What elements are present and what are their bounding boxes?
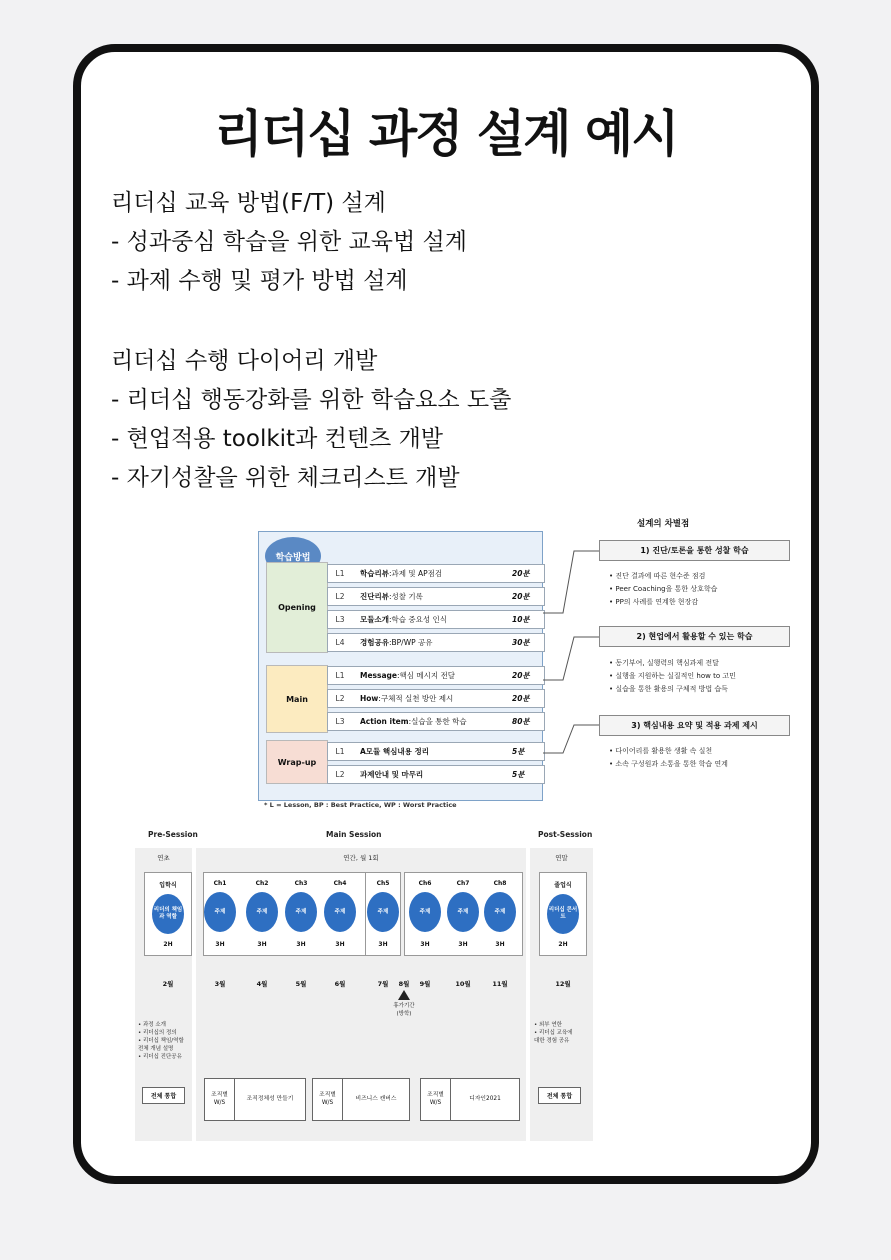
diff-bullet: • PP의 사례를 연계한 현장감 xyxy=(609,598,699,606)
workshop-topic: 조직정체성 만들기 xyxy=(246,1095,294,1102)
lesson-title: How xyxy=(360,694,379,703)
chapter-label: Ch8 xyxy=(493,880,507,887)
break-note xyxy=(384,1002,424,1018)
pre-integration-button: 전체 통합 xyxy=(142,1087,185,1104)
lesson-desc: :구체적 실천 방안 제시 xyxy=(378,694,454,703)
hours-label: 2H xyxy=(163,941,173,948)
lesson-code: L1 xyxy=(335,671,345,680)
phase-wrapup: Wrap-up xyxy=(266,740,328,784)
lesson-code: L3 xyxy=(335,615,345,624)
lesson-title: A모듈 핵심내용 정리 xyxy=(360,747,429,756)
hours-label: 3H xyxy=(378,941,388,948)
workshop-type: 조직별 W/S xyxy=(205,1079,235,1120)
topic-circle: 리더십 콘서트 xyxy=(547,894,579,934)
month-label: 6월 xyxy=(334,980,346,988)
main-session-header: Main Session xyxy=(326,830,382,839)
post-session-timing: 연말 xyxy=(555,854,568,862)
diff-heading: 1) 진단/토론을 통한 성찰 학습 xyxy=(599,540,790,561)
topic-circle: 주제 xyxy=(204,892,236,932)
topic-circle: 주제 xyxy=(447,892,479,932)
lesson-title: Action item xyxy=(360,717,409,726)
diff-bullet: • 실행을 지원하는 실질적인 how to 고민 xyxy=(609,672,736,680)
chapter-label: Ch5 xyxy=(376,880,390,887)
month-label: 4월 xyxy=(256,980,268,988)
lesson-title: 경험공유 xyxy=(360,638,389,647)
topic-circle: 주제 xyxy=(409,892,441,932)
lesson-desc: :BP/WP 공유 xyxy=(388,638,433,647)
break-month-label: 8월 xyxy=(398,980,410,988)
hours-label: 3H xyxy=(257,941,267,948)
lesson-code: L2 xyxy=(335,592,345,601)
diff-bullets xyxy=(609,745,728,771)
workshop-topic: 비즈니스 캔버스 xyxy=(355,1095,397,1102)
page-title: 리더십 과정 설계 예시 xyxy=(214,105,678,163)
lesson-desc: :핵심 메시지 전달 xyxy=(397,671,456,680)
diff-bullet: • 다이어리를 활용한 생활 속 실천 xyxy=(609,747,713,755)
hours-label: 2H xyxy=(558,941,568,948)
break-sublabel: (방학) xyxy=(396,1011,412,1017)
section-heading: 리더십 수행 다이어리 개발 xyxy=(111,348,378,374)
lesson-title: 모듈소개 xyxy=(360,615,389,624)
note-line: 대한 경험 공유 xyxy=(534,1038,570,1044)
workshop-box xyxy=(204,1078,306,1121)
topic-circle: 주제 xyxy=(246,892,278,932)
topic-circle: 리더의 책임과 역할 xyxy=(152,894,184,934)
chapter-label: Ch4 xyxy=(333,880,347,887)
note-line: • 리더십 진단공유 xyxy=(138,1054,182,1060)
hours-label: 3H xyxy=(420,941,430,948)
hours-label: 3H xyxy=(215,941,225,948)
bullet-line: - 자기성찰을 위한 체크리스트 개발 xyxy=(111,465,460,491)
workshop-type: 조직별 W/S xyxy=(421,1079,451,1120)
bullet-line: - 현업적용 toolkit과 컨텐츠 개발 xyxy=(111,426,444,452)
lesson-minutes: 80분 xyxy=(512,717,530,726)
bullet-line: - 성과중심 학습을 위한 교육법 설계 xyxy=(111,229,467,255)
hours-label: 3H xyxy=(458,941,468,948)
chapter-label: Ch2 xyxy=(255,880,269,887)
lesson-minutes: 10분 xyxy=(512,615,530,624)
diff-heading: 3) 핵심내용 요약 및 적용 과제 제시 xyxy=(599,715,790,736)
note-line: • 리더십 책임/역할 xyxy=(138,1038,184,1044)
diff-bullet: • 소속 구성원과 소통을 통한 학습 연계 xyxy=(609,760,728,768)
phase-main: Main xyxy=(266,665,328,733)
diff-bullet: • 진단 결과에 따른 현수준 점검 xyxy=(609,572,706,580)
lesson-code: L2 xyxy=(335,694,345,703)
hours-label: 3H xyxy=(335,941,345,948)
workshop-type: 조직별 W/S xyxy=(313,1079,343,1120)
lesson-minutes: 5분 xyxy=(512,770,525,779)
learning-method-diagram xyxy=(257,513,797,813)
post-integration-button: 전체 통합 xyxy=(538,1087,581,1104)
bullet-line: - 리더십 행동강화를 위한 학습요소 도출 xyxy=(111,387,512,413)
workshop-topic: 디자인2021 xyxy=(469,1095,501,1102)
diff-bullet: • 동기부여, 실행력의 핵심과제 전달 xyxy=(609,659,719,667)
diff-bullet: • Peer Coaching을 통한 상호학습 xyxy=(609,585,718,593)
post-session-header: Post-Session xyxy=(538,830,593,839)
lesson-minutes: 20분 xyxy=(512,671,530,680)
topic-circle: 주제 xyxy=(367,892,399,932)
break-arrow-icon xyxy=(398,990,410,1000)
chapter-label: Ch3 xyxy=(294,880,308,887)
note-line: • 과정 소개 xyxy=(138,1022,166,1028)
diff-heading: 2) 현업에서 활용할 수 있는 학습 xyxy=(599,626,790,647)
note-line: • 외부 연한 xyxy=(534,1022,562,1028)
method-badge: 학습방법 xyxy=(265,537,321,575)
section-diary xyxy=(111,342,511,498)
workshop-box xyxy=(420,1078,520,1121)
note-line: • 리더십의 정의 xyxy=(138,1030,177,1036)
phase-opening: Opening xyxy=(266,562,328,653)
month-label: 9월 xyxy=(419,980,431,988)
lesson-desc: :성찰 기록 xyxy=(388,592,423,601)
month-label: 12월 xyxy=(555,980,571,988)
chapter-label: Ch1 xyxy=(213,880,227,887)
lesson-minutes: 20분 xyxy=(512,569,530,578)
differentiation-title: 설계의 차별점 xyxy=(637,519,690,529)
lesson-desc: :학습 중요성 인식 xyxy=(388,615,447,624)
lesson-code: L2 xyxy=(335,770,345,779)
lesson-code: L4 xyxy=(335,638,345,647)
lesson-code: L1 xyxy=(335,747,345,756)
post-session-notes xyxy=(534,1021,573,1045)
chapter-label: Ch7 xyxy=(456,880,470,887)
chapter-label: Ch6 xyxy=(418,880,432,887)
pre-session-notes xyxy=(138,1021,184,1061)
month-label: 11월 xyxy=(492,980,508,988)
pre-session-timing: 연초 xyxy=(157,854,170,862)
month-label: 3월 xyxy=(214,980,226,988)
lesson-code: L1 xyxy=(335,569,345,578)
lesson-title: 과제안내 및 마무리 xyxy=(360,770,424,779)
note-line: 전체 개념 설명 xyxy=(138,1046,174,1052)
section-heading: 리더십 교육 방법(F/T) 설계 xyxy=(111,190,386,216)
month-label: 10월 xyxy=(455,980,471,988)
entrance-label: 입학식 xyxy=(159,882,177,889)
lesson-minutes: 20분 xyxy=(512,694,530,703)
diff-bullets xyxy=(609,570,717,609)
lesson-minutes: 20분 xyxy=(512,592,530,601)
lesson-desc: :실습을 통한 학습 xyxy=(408,717,467,726)
lesson-minutes: 5분 xyxy=(512,747,525,756)
note-line: • 리더십 교육에 xyxy=(534,1030,573,1036)
break-label: 휴가기간 xyxy=(393,1003,415,1009)
session-timeline-diagram xyxy=(132,830,597,1145)
hours-label: 3H xyxy=(495,941,505,948)
topic-circle: 주제 xyxy=(484,892,516,932)
diff-bullets xyxy=(609,657,736,696)
bullet-line: - 과제 수행 및 평가 방법 설계 xyxy=(111,268,408,294)
lesson-title: Message xyxy=(360,671,397,680)
month-label: 2월 xyxy=(162,980,174,988)
hours-label: 3H xyxy=(296,941,306,948)
graduation-label: 졸업식 xyxy=(554,882,572,889)
topic-circle: 주제 xyxy=(324,892,356,932)
month-label: 5월 xyxy=(295,980,307,988)
topic-circle: 주제 xyxy=(285,892,317,932)
month-label: 7월 xyxy=(377,980,389,988)
section-education-method xyxy=(111,184,467,301)
lesson-code: L3 xyxy=(335,717,345,726)
diff-bullet: • 실습을 통한 활용의 구체적 방법 습득 xyxy=(609,685,728,693)
workshop-box xyxy=(312,1078,410,1121)
lesson-title: 진단리뷰 xyxy=(360,592,389,601)
pre-session-header: Pre-Session xyxy=(148,830,198,839)
main-session-timing: 연간, 월 1회 xyxy=(343,854,379,862)
lesson-desc: :과제 및 AP점검 xyxy=(388,569,443,578)
lesson-minutes: 30분 xyxy=(512,638,530,647)
legend-note: * L = Lesson, BP : Best Practice, WP : Worst Practice xyxy=(264,801,457,809)
lesson-title: 학습리뷰 xyxy=(360,569,389,578)
